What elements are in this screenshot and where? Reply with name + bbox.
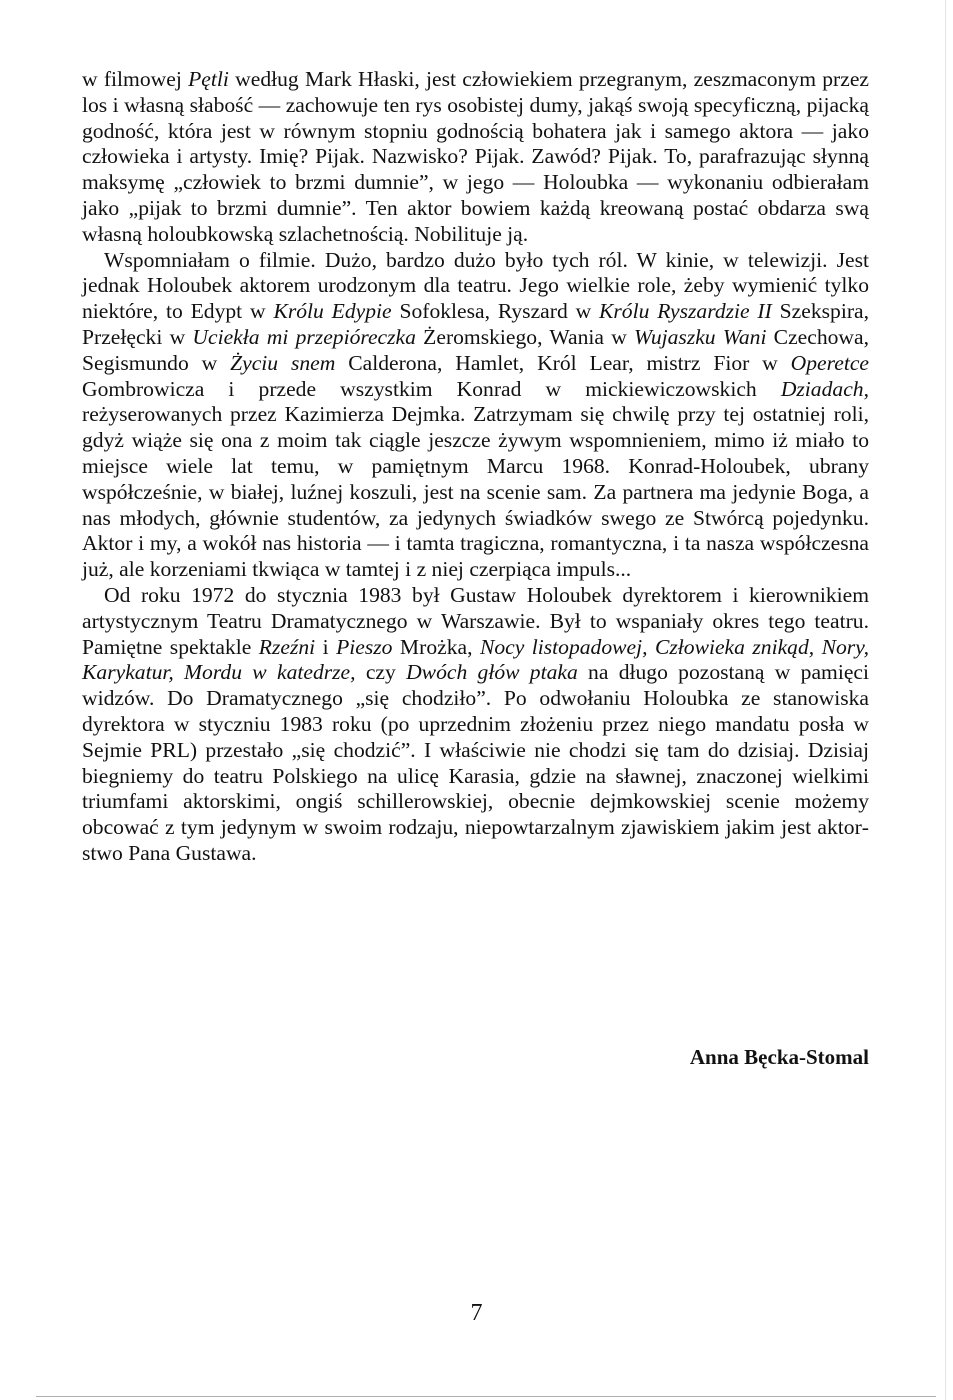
text-run: według Mark Hłaski, jest człowiekiem przegranym, zeszmaconym przez los i własną słabość — zachowuje ten rys osobistej dumy, jakąś swoją specyficzną, pijacką godność, która jest w równym stopniu godnością bohatera jak i samego aktora — jako człowieka i artysty. Imię? Pijak. Nazwisko? Pijak. Zawód? Pijak. To, parafrazując słynną maksymę „człowiek to brzmi dumnie”, w jego — Holoubka — wykonaniu odbierałam jako „pijak to brzmi dumnie”. Ten aktor bowiem każdą kreowaną postać obdarza swą własną holoubkowską szlachetnością. Nobilituje ją. (82, 67, 869, 246)
italic-title: Życiu snem (230, 350, 336, 375)
text-run: Mrożka, (392, 634, 480, 659)
italic-title: Uciekła mi przepióreczka (192, 324, 416, 349)
text-run: i (315, 634, 337, 659)
text-run: w filmowej (82, 67, 189, 91)
page-right-edge (945, 0, 946, 1400)
italic-title: Nocy listopadowej, Człowieka znikąd, Nory, Karykatur, Mordu w katedrze, (82, 634, 870, 685)
body-text (82, 67, 869, 867)
text-run: Gombrowicza i przede wszystkim Konrad w mickiewiczowskich (82, 376, 781, 401)
italic-title: Pieszo (336, 634, 393, 659)
text-run: Calderona, Hamlet, Król Lear, mistrz Fior w (335, 350, 791, 375)
italic-title: Pętli (188, 67, 229, 91)
italic-title: Królu Edypie (273, 299, 392, 324)
italic-title: Królu Ryszardzie II (599, 299, 772, 324)
text-run: czy (355, 660, 407, 685)
text-run: Sofoklesa, Ryszard w (391, 299, 599, 324)
paragraph (82, 583, 869, 867)
text-run: Od roku 1972 do stycznia 1983 był Gustaw Holoubek dyrektorem i kierownikiem artystycznym Teatru Dramatycznego w Warszawie. Był to wspaniały okres tego teatru. Pamiętne spektakle (82, 582, 869, 659)
text-run: Czechowa, Segismundo w (82, 324, 870, 375)
text-run: na długo pozostaną w pamięci widzów. Do Dramatycznego „się chodziło”. Po odwołaniu Holoubka ze stanowiska dyrektora w styczniu 1983 roku (po uprzednim złożeniu przez niego mandatu posła w Sejmie PRL) przestało „się chodzić”. I właściwie nie chodzi się tam do dzisiaj. Dzisiaj biegniemy do teatru Polskiego na ulicę Karasia, gdzie na sławnej, znaczonej wielkimi triumfami aktorskimi, ongiś schillerowskiej, obecnie dejmkowskiej scenie możemy obcować z tym jedynym w swoim rodzaju, niepowtarzalnym zjawiskiem jakim jest aktorstwo Pana Gustawa. (82, 660, 870, 865)
italic-title: Rzeźni (258, 634, 316, 659)
text-run: Żeromskiego, Wania w (415, 324, 635, 349)
paragraph (82, 248, 869, 583)
text-run: Szekspira, Przełęcki w (82, 299, 869, 349)
paragraph (82, 67, 869, 248)
italic-title: Dwóch głów ptaka (406, 660, 578, 685)
page-bottom-edge (36, 1396, 936, 1397)
page-number: 7 (470, 1300, 483, 1326)
italic-title: Wujaszku Wani (634, 324, 767, 349)
author-signature: Anna Bęcka-Stomal (689, 1045, 869, 1069)
italic-title: Dziadach (780, 376, 864, 401)
text-run: Wspomniałam o filmie. Dużo, bardzo dużo było tych ról. W kinie, w telewizji. Jest jednak Holoubek aktorem urodzonym dla teatru. Jego wielkie role, żeby wymienić tylko niektóre, to Edypt w (82, 247, 869, 324)
italic-title: Operetce (790, 350, 869, 375)
text-run: , reżyserowanych przez Kazimierza Dejmka. Zatrzymam się chwilę przy tej ostatniej roli, gdyż wiąże się ona z moim tak ciągle jeszcze żywym wspomnieniem, mimo iż miało to miejsce wiele lat temu, w pamiętnym Marcu 1968. Konrad-Holoubek, ubrany współcześnie, w białej, luźnej koszuli, jest na scenie sam. Za partnera ma jedynie Boga, a nas młodych, głównie studentów, za jedynych świadków swego ze Stwórcą pojedynku. Aktor i my, a wokół nas historia — i tamta tragiczna, romantyczna, i ta nasza współczesna już, ale korzeniami tkwiąca w tamtej i z niej czerpiąca impuls... (82, 376, 869, 582)
